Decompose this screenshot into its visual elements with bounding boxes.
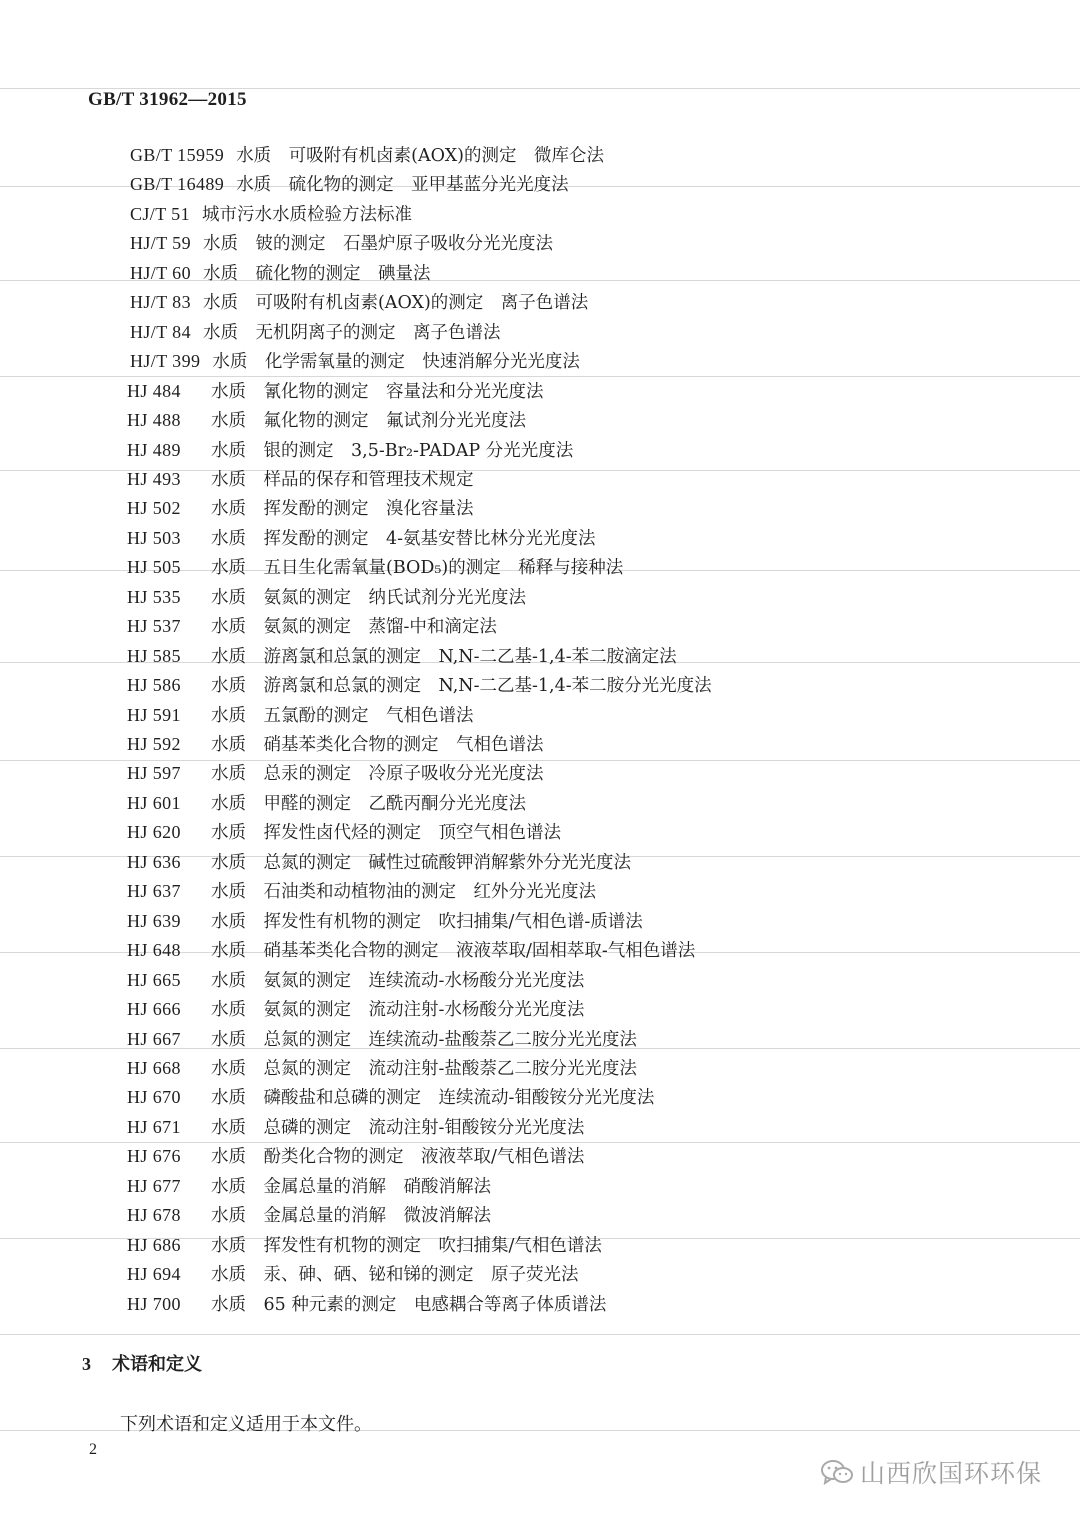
reference-title: 水质 总磷的测定 流动注射-钼酸铵分光光度法 [211, 1117, 585, 1138]
reference-title: 水质 挥发酚的测定 溴化容量法 [211, 499, 474, 520]
reference-item [127, 909, 643, 933]
reference-item [127, 526, 596, 550]
reference-code: HJ 686 [127, 1234, 181, 1255]
reference-code: HJ 668 [127, 1057, 181, 1078]
reference-code: CJ/T 51 [130, 203, 190, 224]
reference-item [127, 1233, 602, 1257]
reference-code: HJ 666 [127, 999, 181, 1020]
reference-item [130, 261, 430, 285]
reference-title: 水质 金属总量的消解 微波消解法 [211, 1206, 491, 1227]
reference-item [127, 408, 526, 432]
reference-code: HJ/T 83 [130, 292, 191, 313]
page-number: 2 [89, 1441, 97, 1458]
reference-item [127, 968, 584, 992]
reference-item [127, 467, 474, 491]
reference-code: HJ 639 [127, 910, 181, 931]
reference-code: HJ 678 [127, 1205, 181, 1226]
reference-code: GB/T 16489 [130, 174, 225, 195]
reference-code: HJ 676 [127, 1146, 181, 1167]
reference-title: 水质 氰化物的测定 容量法和分光光度法 [211, 381, 544, 402]
reference-title: 水质 硫化物的测定 碘量法 [202, 263, 431, 284]
reference-title: 水质 硫化物的测定 亚甲基蓝分光光度法 [236, 175, 569, 196]
reference-title: 水质 酚类化合物的测定 液液萃取/气相色谱法 [211, 1147, 585, 1168]
reference-item [127, 1027, 637, 1051]
reference-item [127, 438, 573, 462]
reference-code: HJ/T 399 [130, 351, 201, 372]
reference-title: 水质 汞、砷、硒、铋和锑的测定 原子荧光法 [211, 1265, 579, 1286]
reference-item [127, 673, 712, 697]
reference-title: 水质 银的测定 3,5-Br₂-PADAP 分光光度法 [211, 440, 574, 461]
reference-code: HJ 597 [127, 763, 181, 784]
reference-item [127, 1262, 579, 1286]
reference-code: HJ 665 [127, 969, 181, 990]
reference-title: 水质 氨氮的测定 蒸馏-中和滴定法 [211, 617, 497, 638]
reference-title: 水质 五氯酚的测定 气相色谱法 [211, 705, 474, 726]
reference-item [127, 820, 561, 844]
reference-code: HJ 503 [127, 527, 181, 548]
reference-title: 水质 挥发性有机物的测定 吹扫捕集/气相色谱-质谱法 [211, 911, 643, 932]
reference-code: HJ 636 [127, 851, 181, 872]
reference-title: 水质 总氮的测定 碱性过硫酸钾消解紫外分光光度法 [211, 852, 631, 873]
reference-title: 水质 化学需氧量的测定 快速消解分光光度法 [212, 352, 580, 373]
reference-code: HJ 670 [127, 1087, 181, 1108]
reference-title: 水质 挥发性有机物的测定 吹扫捕集/气相色谱法 [211, 1235, 602, 1256]
reference-title: 水质 硝基苯类化合物的测定 气相色谱法 [211, 735, 544, 755]
reference-title: 水质 硝基苯类化合物的测定 液液萃取/固相萃取-气相色谱法 [211, 941, 696, 962]
reference-item [127, 1174, 491, 1198]
reference-code: HJ 493 [127, 468, 181, 489]
reference-code: HJ 585 [127, 645, 181, 666]
reference-code: HJ/T 84 [130, 321, 191, 342]
reference-title: 水质 总汞的测定 冷原子吸收分光光度法 [211, 764, 544, 785]
reference-item [130, 290, 588, 314]
scan-line [0, 1334, 1080, 1335]
section-intro: 下列术语和定义适用于本文件。 [120, 1414, 372, 1435]
reference-title: 城市污水水质检验方法标准 [201, 204, 412, 225]
reference-title: 水质 可吸附有机卤素(AOX)的测定 离子色谱法 [202, 293, 589, 314]
reference-code: HJ 671 [127, 1116, 181, 1137]
reference-item [127, 555, 623, 579]
reference-code: HJ 677 [127, 1175, 181, 1196]
reference-title: 水质 游离氯和总氯的测定 N,N-二乙基-1,4-苯二胺分光光度法 [211, 676, 712, 697]
watermark [820, 1454, 1042, 1490]
reference-item [127, 379, 544, 403]
reference-item [130, 231, 553, 255]
reference-title: 水质 氟化物的测定 氟试剂分光光度法 [211, 411, 526, 432]
reference-code: HJ 537 [127, 616, 181, 637]
reference-item [127, 761, 544, 785]
reference-item [127, 614, 497, 638]
scan-line [0, 1142, 1080, 1143]
watermark-text: 山西欣国环环保 [860, 1459, 1043, 1488]
reference-code: HJ 667 [127, 1028, 181, 1049]
reference-item [127, 1144, 584, 1168]
reference-item [127, 703, 474, 727]
wechat-icon [820, 1458, 854, 1486]
reference-code: HJ 591 [127, 704, 181, 725]
reference-title: 水质 氨氮的测定 流动注射-水杨酸分光光度法 [211, 1000, 585, 1021]
reference-code: HJ/T 60 [130, 262, 191, 283]
reference-title: 水质 金属总量的消解 硝酸消解法 [211, 1176, 491, 1197]
reference-title: 水质 氨氮的测定 纳氏试剂分光光度法 [211, 587, 526, 608]
reference-code: HJ 489 [127, 439, 181, 460]
reference-title: 水质 总氮的测定 连续流动-盐酸萘乙二胺分光光度法 [211, 1029, 637, 1050]
reference-code: HJ 620 [127, 822, 181, 843]
reference-title: 水质 总氮的测定 流动注射-盐酸萘乙二胺分光光度法 [211, 1058, 637, 1079]
reference-title: 水质 样品的保存和管理技术规定 [211, 469, 474, 490]
reference-item [127, 938, 695, 962]
reference-item [127, 879, 596, 903]
reference-item [127, 1292, 606, 1316]
reference-item [127, 1115, 584, 1139]
reference-title: 水质 游离氯和总氯的测定 N,N-二乙基-1,4-苯二胺滴定法 [211, 646, 677, 667]
reference-title: 水质 无机阴离子的测定 离子色谱法 [202, 322, 501, 343]
reference-code: HJ/T 59 [130, 233, 191, 254]
standard-code: GB/T 31962—2015 [88, 89, 247, 110]
reference-item [127, 585, 526, 609]
reference-code: HJ 648 [127, 940, 181, 961]
reference-title: 水质 65 种元素的测定 电感耦合等离子体质谱法 [211, 1294, 607, 1315]
reference-title: 水质 氨氮的测定 连续流动-水杨酸分光光度法 [211, 970, 585, 991]
reference-code: HJ 505 [127, 557, 181, 578]
reference-item [130, 349, 580, 373]
reference-item [127, 1203, 491, 1227]
reference-item [130, 172, 569, 196]
reference-item [130, 143, 604, 167]
reference-code: HJ 484 [127, 380, 181, 401]
section-title: 术语和定义 [112, 1354, 202, 1375]
reference-code: HJ 694 [127, 1264, 181, 1285]
reference-title: 水质 磷酸盐和总磷的测定 连续流动-钼酸铵分光光度法 [211, 1088, 655, 1109]
reference-item [127, 1085, 654, 1109]
reference-title: 水质 五日生化需氧量(BOD₅)的测定 稀释与接种法 [211, 558, 624, 579]
reference-item [130, 320, 500, 344]
reference-code: HJ 592 [127, 734, 181, 754]
reference-item [130, 202, 412, 226]
reference-title: 水质 甲醛的测定 乙酰丙酮分光光度法 [211, 793, 526, 814]
reference-code: GB/T 15959 [130, 145, 225, 165]
reference-item [127, 1056, 637, 1080]
section-heading [82, 1350, 202, 1376]
reference-title: 水质 石油类和动植物油的测定 红外分光光度法 [211, 882, 596, 903]
reference-item [127, 496, 474, 520]
section-number: 3 [82, 1354, 91, 1374]
reference-title: 水质 挥发酚的测定 4-氨基安替比林分光光度法 [211, 528, 596, 549]
reference-item [127, 791, 526, 815]
reference-item [127, 997, 584, 1021]
reference-code: HJ 700 [127, 1293, 181, 1314]
reference-code: HJ 535 [127, 586, 181, 607]
reference-code: HJ 488 [127, 410, 181, 431]
reference-code: HJ 502 [127, 498, 181, 519]
reference-item [127, 850, 631, 874]
reference-code: HJ 586 [127, 675, 181, 696]
reference-title: 水质 可吸附有机卤素(AOX)的测定 微库仑法 [236, 146, 604, 166]
scan-line [0, 376, 1080, 377]
reference-code: HJ 601 [127, 792, 181, 813]
reference-item [127, 644, 677, 668]
reference-title: 水质 挥发性卤代烃的测定 顶空气相色谱法 [211, 823, 561, 844]
reference-title: 水质 铍的测定 石墨炉原子吸收分光光度法 [202, 234, 553, 255]
reference-item [127, 732, 544, 756]
reference-code: HJ 637 [127, 881, 181, 902]
